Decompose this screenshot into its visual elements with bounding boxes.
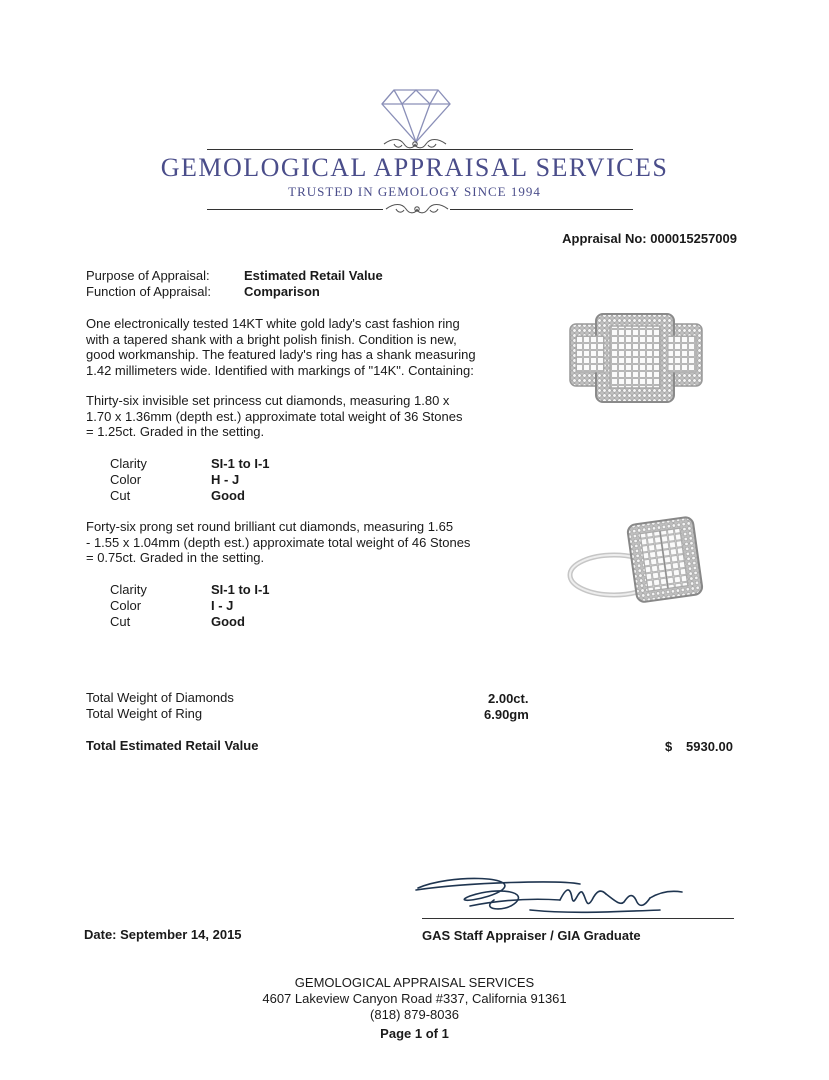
footer-company: GEMOLOGICAL APPRAISAL SERVICES: [294, 975, 535, 990]
ring-photo-side: [566, 515, 712, 615]
total-diamonds-label: Total Weight of Diamonds: [86, 690, 234, 705]
stones2-cut-value: Good: [211, 614, 245, 629]
total-ring-value: 6.90gm: [484, 707, 529, 722]
currency-symbol: $: [665, 739, 673, 754]
stones1-color-label: Color: [110, 472, 142, 487]
stones2-line: - 1.55 x 1.04mm (depth est.) approximate total weight of 46 Stones: [86, 534, 471, 550]
appraisal-number: Appraisal No: 000015257009: [562, 231, 737, 246]
stones1-clarity-value: SI-1 to I-1: [211, 456, 270, 471]
ring-photo-front: [562, 308, 708, 408]
stones2-description: [86, 519, 516, 566]
stones2-line: Forty-six prong set round brilliant cut diamonds, measuring 1.65: [86, 519, 454, 534]
logo-rule-bottom-right: [450, 209, 633, 210]
ornament-bottom: [384, 201, 450, 217]
logo-rule-bottom-left: [207, 209, 383, 210]
function-label: Function of Appraisal:: [86, 284, 212, 299]
stones2-clarity-value: SI-1 to I-1: [211, 582, 270, 597]
stones1-line: Thirty-six invisible set princess cut diamonds, measuring 1.80 x: [86, 393, 450, 408]
page-number: Page 1 of 1: [380, 1026, 449, 1041]
company-tagline: TRUSTED IN GEMOLOGY SINCE 1994: [288, 184, 541, 199]
footer-phone: (818) 879-8036: [370, 1007, 459, 1022]
stones2-color-value: I - J: [211, 598, 234, 613]
total-diamonds-value: 2.00ct.: [488, 691, 529, 706]
stones1-description: [86, 393, 516, 440]
stones2-color-label: Color: [110, 598, 142, 613]
appraisal-date: Date: September 14, 2015: [84, 927, 242, 942]
appraiser-signature: [410, 870, 720, 922]
purpose-label: Purpose of Appraisal:: [86, 268, 210, 283]
stones2-cut-label: Cut: [110, 614, 131, 629]
stones2-line: = 0.75ct. Graded in the setting.: [86, 550, 265, 565]
function-value: Comparison: [244, 284, 320, 299]
description-line: good workmanship. The featured lady's ring has a shank measuring: [86, 347, 476, 362]
ring-description: [86, 316, 516, 378]
footer-address: 4607 Lakeview Canyon Road #337, California 91361: [262, 991, 567, 1006]
total-retail-value: 5930.00: [686, 739, 733, 754]
company-logo-title: GEMOLOGICAL APPRAISAL SERVICES: [160, 153, 669, 182]
signature-line: [422, 918, 734, 919]
stones1-line: = 1.25ct. Graded in the setting.: [86, 424, 265, 439]
stones1-cut-value: Good: [211, 488, 245, 503]
logo-rule-top: [207, 149, 633, 150]
description-line: 1.42 millimeters wide. Identified with markings of "14K". Containing:: [86, 362, 474, 378]
stones2-clarity-label: Clarity: [110, 582, 147, 597]
stones1-cut-label: Cut: [110, 488, 131, 503]
signature-title: GAS Staff Appraiser / GIA Graduate: [422, 928, 641, 943]
total-ring-label: Total Weight of Ring: [86, 706, 203, 721]
description-line: One electronically tested 14KT white gold lady's cast fashion ring: [86, 316, 460, 331]
description-line: with a tapered shank with a bright polish finish. Condition is new,: [86, 331, 457, 347]
purpose-value: Estimated Retail Value: [244, 268, 383, 283]
stones1-line: 1.70 x 1.36mm (depth est.) approximate total weight of 36 Stones: [86, 408, 463, 424]
total-retail-label: Total Estimated Retail Value: [86, 738, 259, 753]
stones1-clarity-label: Clarity: [110, 456, 147, 471]
stones1-color-value: H - J: [211, 472, 240, 487]
